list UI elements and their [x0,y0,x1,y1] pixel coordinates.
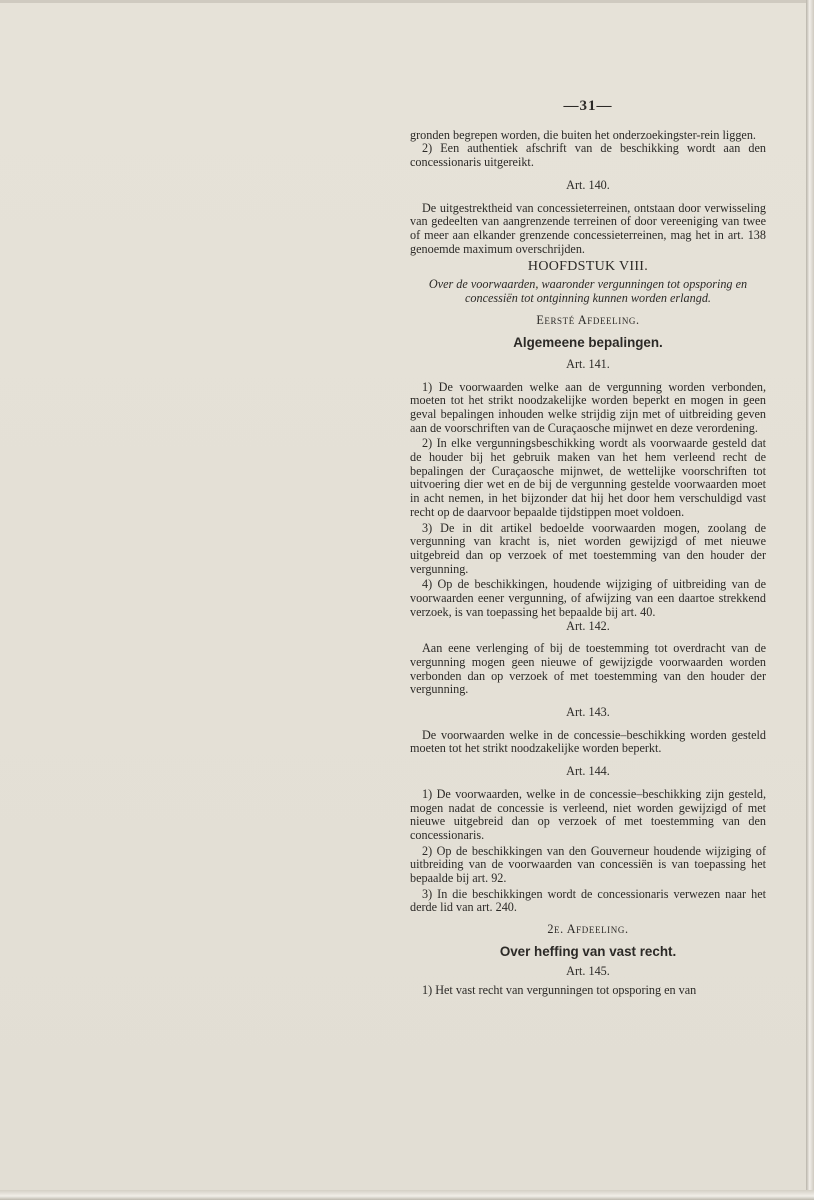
section-label: 2e. Afdeeling. [547,922,629,937]
chapter-title: HOOFDSTUK VIII. [527,259,649,275]
page-top-edge [0,0,814,3]
section-label: Eersté Afdeeling. [536,313,640,328]
page-number: —31— [563,98,613,114]
paragraph: Aan eene verlenging of bij de toestemming tot overdracht van de vergunning mogen geen nieuwe of gewijzigde voorwaarden worden verbonden dan op verzoek of met toestemming van den houder der vergunning. [410,641,766,697]
continuation-paragraph: gronden begrepen worden, die buiten het onderzoekingster-rein liggen. [410,127,756,142]
article-number: Art. 140. [566,177,610,192]
paragraph: 1) De voorwaarden welke aan de vergunning worden verbonden, moeten tot het strikt noodzakelijke worden beperkt en mogen in geen geval bepalingen inhouden welke strijdig zijn met of uitbreiding geven aan de voorschriften van de Curaçaosche mijnwet en deze verordening. [410,379,766,435]
paragraph: 2) Een authentiek afschrift van de beschikking wordt aan den concessionaris uitgereikt. [410,141,766,170]
text-column [410,100,766,998]
paragraph: 1) Het vast recht van vergunningen tot opsporing en van [422,983,697,998]
article-number: Art. 145. [566,963,610,978]
paragraph: 2) Op de beschikkingen van den Gouverneur houdende wijziging of uitbreiding van de voorwaarden van concessiën is van toepassing het bepaalde bij art. 92. [410,843,766,886]
section-heading: Over heffing van vast recht. [499,943,677,959]
article-number: Art. 144. [566,764,610,779]
page-right-edge [806,0,814,1200]
page-bottom-edge [0,1190,814,1200]
chapter-subtitle: Over de voorwaarden, waaronder vergunningen tot opsporing en concessiën tot ontginning kunnen worden erlangd. [428,277,748,305]
paragraph: 3) De in dit artikel bedoelde voorwaarden mogen, zoolang de vergunning van kracht is, niet worden gewijzigd of met nieuwe uitgebreid dan op verzoek of met toestemming van den houder der vergunning. [410,520,766,576]
paragraph: De uitgestrektheid van concessieterreinen, ontstaan door verwisseling van gedeelten van aangrenzende terreinen of door vereeniging van twee of meer aan elkander grenzende concessieterreinen, mag het in art. 138 genoemde maximum overschrijden. [410,200,766,256]
article-number: Art. 141. [566,356,610,371]
paragraph: 4) Op de beschikkingen, houdende wijziging of uitbreiding van de voorwaarden eener vergunning, of afwijzing van een daartoe strekkend verzoek, is van toepassing het bepaalde bij art. 40. [410,577,766,619]
paragraph: 1) De voorwaarden, welke in de concessie–beschikking zijn gesteld, mogen nadat de concessie is verleend, niet worden gewijzigd of met nieuwe uitgebreid dan op verzoek of met toestemming van den concessionaris. [410,786,766,842]
article-number: Art. 142. [566,618,610,633]
paragraph: 2) In elke vergunningsbeschikking wordt als voorwaarde gesteld dat de houder bij het gebruik maken van het hem verleend recht de bepalingen der Curaçaosche mijnwet, de wettelijke voorschriften tot uitvoering dier wet en de bij de vergunning gestelde voorwaarden moet in acht nemen, in het bijzonder dat hij het door hem verschuldigd vast recht op de daarvoor bepaalde tijdstippen moet voldoen. [410,436,766,519]
section-heading: Algemeene bepalingen. [513,335,663,351]
paragraph: De voorwaarden welke in de concessie–beschikking worden gesteld moeten tot het strikt noodzakelijke worden beperkt. [410,727,766,756]
paragraph: 3) In die beschikkingen wordt de concessionaris verwezen naar het derde lid van art. 240. [410,886,766,915]
article-number: Art. 143. [566,705,610,720]
